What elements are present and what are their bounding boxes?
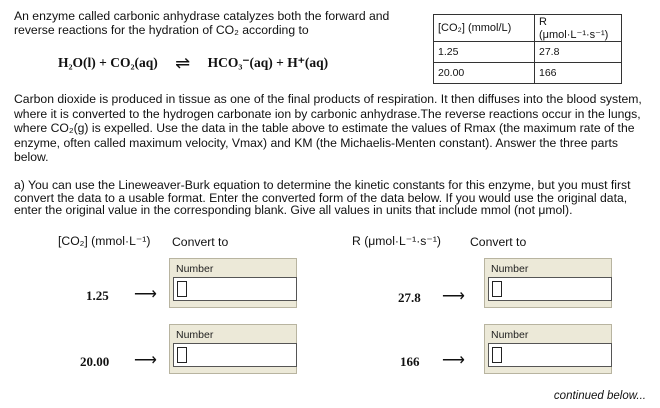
- converted-rate-input-2[interactable]: [488, 343, 612, 367]
- right-number-field-row1: [484, 258, 612, 308]
- table-row: [434, 42, 622, 63]
- right-arrow-icon: ⟶: [134, 286, 157, 303]
- equilibrium-arrows-icon: ⇌: [175, 53, 191, 73]
- table-header-row: [434, 15, 622, 42]
- right-arrow-icon: ⟶: [442, 352, 465, 369]
- right-arrow-icon: ⟶: [134, 352, 157, 369]
- left-convert-to-label: Convert to: [172, 235, 229, 249]
- left-column-header: [CO₂] (mmol·L⁻¹): [58, 234, 151, 248]
- left-number-field-row2: [169, 324, 297, 374]
- left-value-row1: 1.25: [86, 288, 109, 303]
- converted-concentration-input-1[interactable]: [173, 277, 297, 301]
- number-field-label: Number: [491, 329, 529, 341]
- converted-concentration-input-2[interactable]: [173, 343, 297, 367]
- table-cell-rate: 166: [535, 63, 622, 84]
- part-a-instructions: a) You can use the Lineweaver-Burk equation to determine the kinetic constants for this enzyme, but you must first convert the data to a usable format. Enter the converted form of the data below. If you would use the original data, enter the original value in the corresponding blank. Give all values in units that include mmol (not μmol).: [14, 178, 631, 218]
- intro-text: An enzyme called carbonic anhydrase catalyzes both the forward and reverse reactions for the hydration of CO₂ according to: [14, 9, 390, 37]
- table-cell-concentration: 20.00: [434, 63, 535, 84]
- reaction-equation: [58, 51, 328, 72]
- converted-rate-input-1[interactable]: [488, 277, 612, 301]
- table-cell-concentration: 1.25: [434, 42, 535, 63]
- right-column-header: R (μmol·L⁻¹·s⁻¹): [352, 234, 441, 248]
- equation-reactants: H₂O(l) + CO₂(aq): [58, 55, 158, 70]
- right-number-field-row2: [484, 324, 612, 374]
- number-field-label: Number: [176, 329, 214, 341]
- table-header-rate: R (μmol·L⁻¹·s⁻¹): [535, 15, 622, 42]
- right-value-row2: 166: [400, 354, 420, 369]
- right-arrow-icon: ⟶: [442, 288, 465, 305]
- data-table: [433, 14, 622, 84]
- continued-note: continued below...: [553, 390, 646, 402]
- table-cell-rate: 27.8: [535, 42, 622, 63]
- left-value-row2: 20.00: [80, 354, 110, 369]
- number-field-label: Number: [491, 263, 529, 275]
- right-convert-to-label: Convert to: [470, 235, 527, 249]
- table-header-concentration: [CO₂] (mmol/L): [434, 15, 535, 42]
- left-number-field-row1: [169, 258, 297, 308]
- context-paragraph: Carbon dioxide is produced in tissue as one of the final products of respiration. It then diffuses into the blood system, where it is converted to the hydrogen carbonate ion by carbonic anhydrase.The reverse reactions occur in the lungs, where CO₂(g) is expelled. Use the data in the table above to estimate the values of Rmax (the maximum rate of the enzyme, often called maximum velocity, Vmax) and KM (the Michaelis-Menten constant). Answer the three parts below.: [14, 92, 642, 165]
- number-field-label: Number: [176, 263, 214, 275]
- equation-products: HCO₃⁻(aq) + H⁺(aq): [207, 55, 329, 70]
- right-value-row1: 27.8: [398, 290, 421, 305]
- table-row: [434, 63, 622, 84]
